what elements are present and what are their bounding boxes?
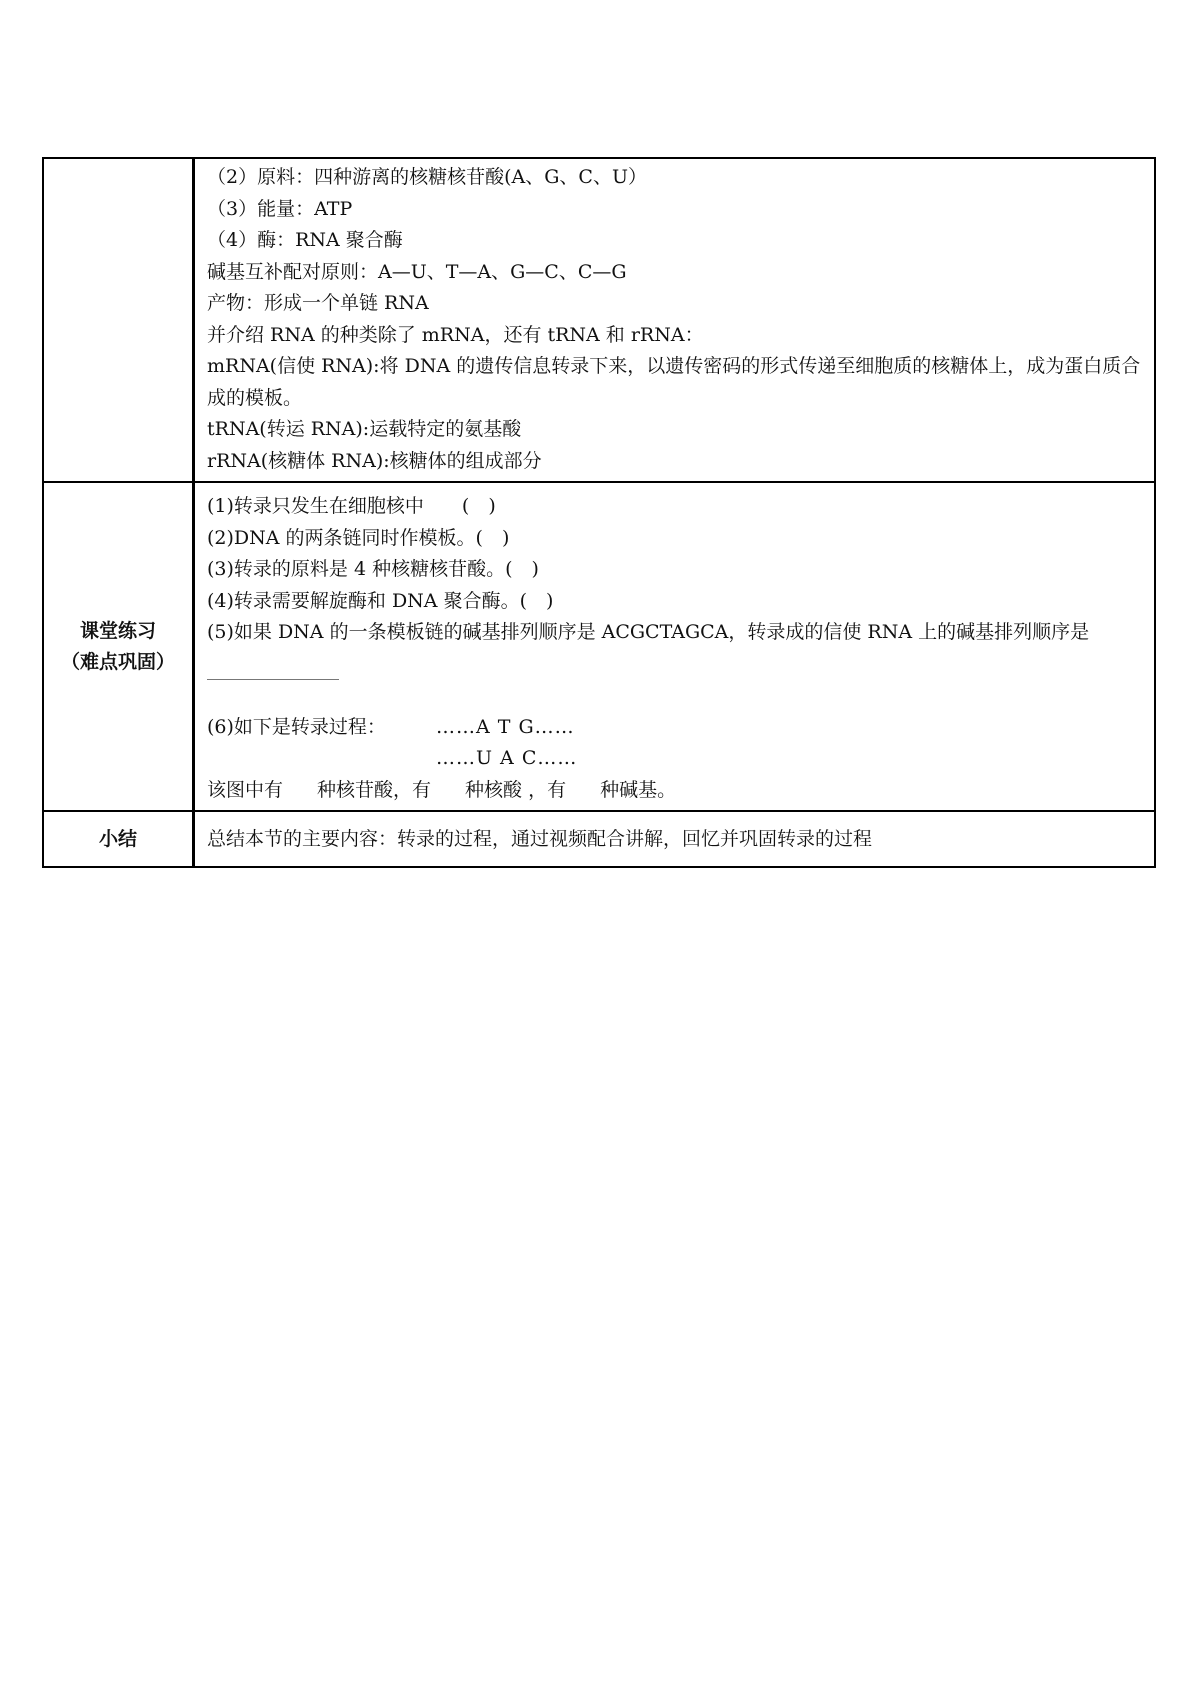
row-label-empty (43, 158, 194, 482)
row-label-summary (43, 811, 194, 867)
text-line-mrna: mRNA(信使 RNA):将 DNA 的遗传信息转录下来，以遗传密码的形式传递至细胞质的核糖体上，成为蛋白质合成的模板。 (207, 355, 1141, 409)
question-6-row-2 (207, 743, 1142, 775)
question-2: (2)DNA 的两条链同时作模板。( ) (207, 526, 510, 549)
question-1: (1)转录只发生在细胞核中 ( ) (207, 495, 496, 517)
table-row-content (43, 158, 1155, 482)
content-cell-exercise (194, 482, 1156, 811)
question-6-row-1 (207, 712, 1142, 744)
question-3: (3)转录的原料是 4 种核糖核苷酸。( ) (207, 558, 539, 580)
label-line-1: 课堂练习 (79, 619, 156, 642)
question-5: (5)如果 DNA 的一条模板链的碱基排列顺序是 ACGCTAGCA，转录成的信使 RNA 上的碱基排列顺序是 (207, 621, 1090, 643)
question-6-final (207, 775, 1142, 807)
final-part-2: 种核苷酸，有 (317, 778, 432, 801)
lesson-table (42, 157, 1156, 868)
row-label-exercise (43, 482, 194, 811)
answer-blank-5[interactable] (207, 649, 1142, 681)
question-6-lead: (6)如下是转录过程： (207, 715, 386, 738)
table-row-summary (43, 811, 1155, 867)
text-line-raw-materials: （2）原料：四种游离的核糖核苷酸(A、G、C、U） (207, 166, 647, 188)
label-line-2: （难点巩固） (60, 650, 175, 673)
sequence-dna: ……A T G…… (436, 715, 575, 738)
sequence-rna: ……U A C…… (436, 747, 578, 769)
content-cell-summary (194, 811, 1156, 867)
final-part-4: 种碱基。 (600, 778, 677, 801)
summary-text: 总结本节的主要内容：转录的过程，通过视频配合讲解，回忆并巩固转录的过程 (207, 828, 873, 851)
text-line-rrna: rRNA(核糖体 RNA):核糖体的组成部分 (207, 449, 542, 472)
final-part-1: 该图中有 (207, 778, 284, 801)
text-line-base-pairing: 碱基互补配对原则：A—U、T—A、G—C、C—G (207, 260, 627, 283)
text-line-enzyme: （4）酶：RNA 聚合酶 (207, 229, 403, 251)
text-line-energy: （3）能量：ATP (207, 197, 353, 220)
text-line-product: 产物：形成一个单链 RNA (207, 292, 429, 314)
label-summary: 小结 (98, 827, 137, 850)
final-part-3: 种核酸 ，有 (465, 778, 567, 801)
question-4: (4)转录需要解旋酶和 DNA 聚合酶。( ) (207, 589, 554, 612)
table-row-exercise (43, 482, 1155, 811)
text-line-trna: tRNA(转运 RNA):运载特定的氨基酸 (207, 418, 522, 440)
spacer (207, 680, 1142, 712)
content-cell-transcription (194, 158, 1156, 482)
text-line-rna-types: 并介绍 RNA 的种类除了 mRNA，还有 tRNA 和 rRNA： (207, 323, 704, 346)
